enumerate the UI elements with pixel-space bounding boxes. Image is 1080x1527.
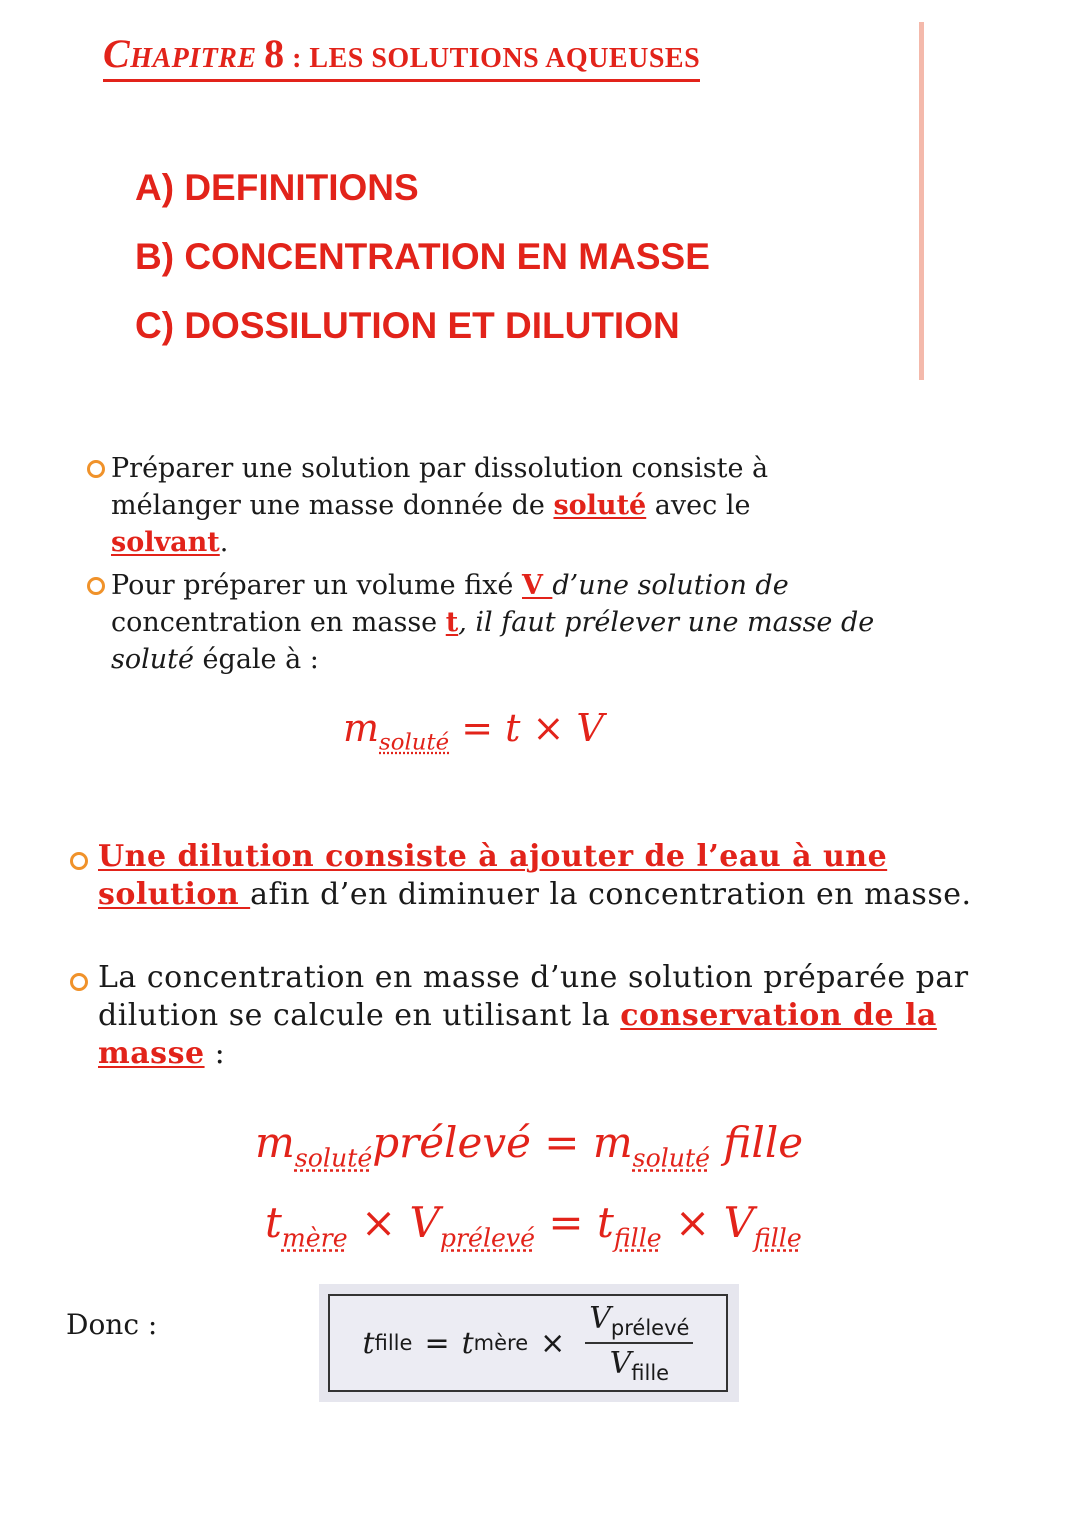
- fraction: [585, 1301, 693, 1385]
- formula-operator: ×: [661, 1198, 724, 1247]
- formula-symbol: m: [343, 706, 380, 750]
- text: Pour préparer un volume fixé: [111, 570, 522, 601]
- bullet-icon: [87, 577, 105, 595]
- paragraph-conservation: [98, 959, 998, 1073]
- formula-symbol: V: [609, 1346, 632, 1381]
- text: concentration en masse: [111, 607, 446, 638]
- paragraph-dilution-definition: [98, 838, 978, 914]
- text: avec le: [646, 490, 751, 521]
- toc-item-concentration: B) CONCENTRATION EN MASSE: [135, 236, 710, 277]
- formula-operator: =: [535, 1198, 597, 1247]
- formula-subscript: soluté: [294, 1143, 373, 1173]
- formula-subscript: fille: [631, 1361, 670, 1385]
- formula-symbol: V: [589, 1301, 611, 1336]
- keyword-volume: V: [522, 570, 553, 601]
- toc-item-definitions: A) DEFINITIONS: [135, 167, 419, 208]
- paragraph-mass-to-take: [111, 567, 911, 678]
- formula-symbol: t: [362, 1325, 375, 1361]
- keyword-conservation: conservation de la masse: [98, 998, 937, 1071]
- chapter-word: HAPITRE: [130, 43, 257, 74]
- formula-operator: ×: [347, 1198, 410, 1247]
- formula-text: prélevé =: [372, 1118, 593, 1167]
- formula-symbol: V: [723, 1198, 754, 1247]
- text-italic: d’une solution de: [552, 570, 789, 601]
- keyword-concentration: t: [445, 607, 459, 638]
- formula-symbol: m: [592, 1118, 633, 1167]
- formula-mass-conservation: [255, 1118, 803, 1172]
- text: .: [219, 527, 229, 558]
- formula-subscript: fille: [374, 1331, 413, 1355]
- boxed-formula-frame: [328, 1294, 728, 1392]
- fraction-numerator: [585, 1301, 693, 1344]
- formula-subscript: prélevé: [439, 1223, 536, 1253]
- text: égale à :: [193, 644, 319, 675]
- text-italic: , il faut prélever une masse de soluté: [111, 607, 875, 675]
- donc-label: Donc :: [66, 1308, 158, 1341]
- paragraph-dissolution: [111, 450, 871, 561]
- text: :: [204, 1036, 226, 1071]
- formula-operator: =: [424, 1325, 450, 1361]
- formula-mass-solute: [343, 706, 604, 756]
- formula-subscript: fille: [613, 1223, 662, 1253]
- text: La concentration en masse d’une solution préparée par dilution se calcule en utilisant la: [98, 960, 969, 1033]
- keyword-solvent: solvant: [111, 527, 220, 558]
- formula-symbol: t: [265, 1198, 282, 1247]
- vertical-divider: [919, 22, 924, 380]
- boxed-formula: [319, 1284, 739, 1402]
- text: afin d’en diminuer la concentration en masse.: [250, 877, 972, 912]
- formula-subscript: soluté: [632, 1143, 711, 1173]
- chapter-initial: C: [103, 31, 131, 76]
- formula-subscript: soluté: [379, 729, 450, 756]
- fraction-denominator: [610, 1344, 670, 1385]
- formula-subscript: fille: [753, 1223, 802, 1253]
- chapter-number: 8: [264, 31, 285, 76]
- chapter-title: [103, 30, 700, 82]
- formula-subscript: mère: [473, 1331, 529, 1355]
- keyword-solute: soluté: [553, 490, 647, 521]
- formula-text: fille: [710, 1118, 804, 1167]
- toc-item-dissolution-dilution: C) DOSSILUTION ET DILUTION: [135, 305, 680, 346]
- formula-operator: ×: [540, 1325, 566, 1361]
- bullet-icon: [87, 460, 105, 478]
- formula-symbol: t: [461, 1325, 474, 1361]
- formula-subscript: prélevé: [610, 1316, 690, 1340]
- bullet-icon: [70, 852, 88, 870]
- formula-symbol: m: [255, 1118, 295, 1167]
- bullet-icon: [70, 973, 88, 991]
- keyword-dilution: Une dilution consiste à ajouter de l’eau à une solution: [98, 839, 888, 912]
- formula-dilution-relation: [265, 1198, 802, 1252]
- chapter-subject: : LES SOLUTIONS AQUEUSES: [292, 43, 701, 74]
- text: Préparer une solution par dissolution consiste à mélanger une masse donnée de: [111, 453, 769, 521]
- formula-rest: = t × V: [449, 706, 604, 750]
- formula-symbol: V: [409, 1198, 440, 1247]
- formula-symbol: t: [596, 1198, 614, 1247]
- formula-subscript: mère: [281, 1223, 348, 1253]
